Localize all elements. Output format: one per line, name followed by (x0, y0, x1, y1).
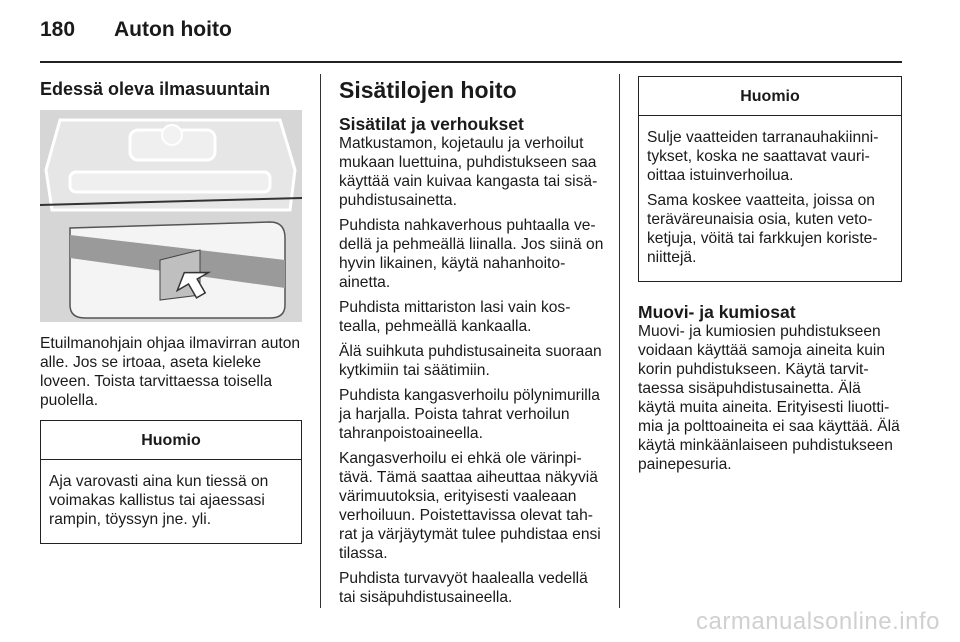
paragraph: Älä suihkuta puhdistusaineita suoraan kytkimiin tai säätimiin. (339, 343, 602, 379)
note-box (40, 420, 302, 544)
paragraph: Muovi- ja kumiosien puhdistukseen voidaan käyttää samoja aineita kuin korin puhdistukseen. Käytä tarvittaessa sisäpuhdistusainetta. Älä käytä muita aineita. Erityisesti liuottimia ja polttoaineita ei saa käyttää. Älä käytä minkäänlaiseen puhdistukseen painepesuria. (638, 323, 900, 473)
column-3 (638, 74, 902, 480)
front-deflector-illustration (40, 110, 302, 322)
note-title: Huomio (41, 421, 301, 460)
column-divider (320, 74, 321, 608)
subsection-title: Sisätilat ja verhoukset (339, 114, 524, 134)
page-number: 180 (40, 18, 76, 41)
paragraph: Puhdista kangasverhoilu pölynimurilla ja harjalla. Poista tahrat verhoilun tahranpoistoaineella. (339, 387, 600, 442)
paragraph: Puhdista turvavyöt haalealla vedellä tai sisäpuhdistusaineella. (339, 570, 588, 606)
section-title: Sisätilojen hoito (339, 77, 517, 103)
note-body: Sama koskee vaatteita, joissa on teräväreunaisia osia, kuten vetoketjuja, vöitä tai farkkujen koristeniittejä. (647, 192, 878, 266)
page-header (40, 18, 232, 42)
section-heading: Edessä oleva ilmasuuntain (40, 79, 271, 99)
paragraph: Puhdista mittariston lasi vain kostealla, pehmeällä kankaalla. (339, 299, 571, 335)
column-2 (339, 74, 604, 613)
note-box (638, 76, 902, 282)
subsection-title: Muovi- ja kumiosat (638, 302, 796, 322)
chapter-title: Auton hoito (114, 18, 232, 41)
paragraph: Puhdista nahkaverhous puhtaalla vedellä ja pehmeällä liinalla. Jos siinä on hyvin likainen, käytä nahanhoitoainetta. (339, 217, 604, 291)
paragraph: Etuilmanohjain ohjaa ilmavirran auton alle. Jos se irtoaa, aseta kieleke loveen. Toista tarvittaessa toisella puolella. (40, 335, 301, 409)
watermark: carmanualsonline.info (696, 608, 940, 635)
note-body: Aja varovasti aina kun tiessä on voimakas kallistus tai ajaessasi rampin, töyssyn jne. yli. (49, 473, 269, 528)
note-body: Sulje vaatteiden tarranauhakiinnitykset, koska ne saattavat vaurioittaa istuinverhoilua. (647, 129, 879, 184)
note-title: Huomio (639, 77, 901, 116)
column-1 (40, 74, 302, 558)
paragraph: Matkustamon, kojetaulu ja verhoilut mukaan luettuina, puhdistukseen saa käyttää vain kuivaa kangasta tai sisäpuhdistusainetta. (339, 135, 598, 209)
paragraph: Kangasverhoilu ei ehkä ole värinpitävä. Tämä saattaa aiheuttaa näkyviä värimuutoksia, erityisesti vaaleaan verhoiluun. Poistettavissa olevat tahrat ja värjäytymät tulee puhdistaa ensi tilassa. (339, 450, 601, 562)
header-rule (40, 61, 902, 63)
column-divider (619, 74, 620, 608)
